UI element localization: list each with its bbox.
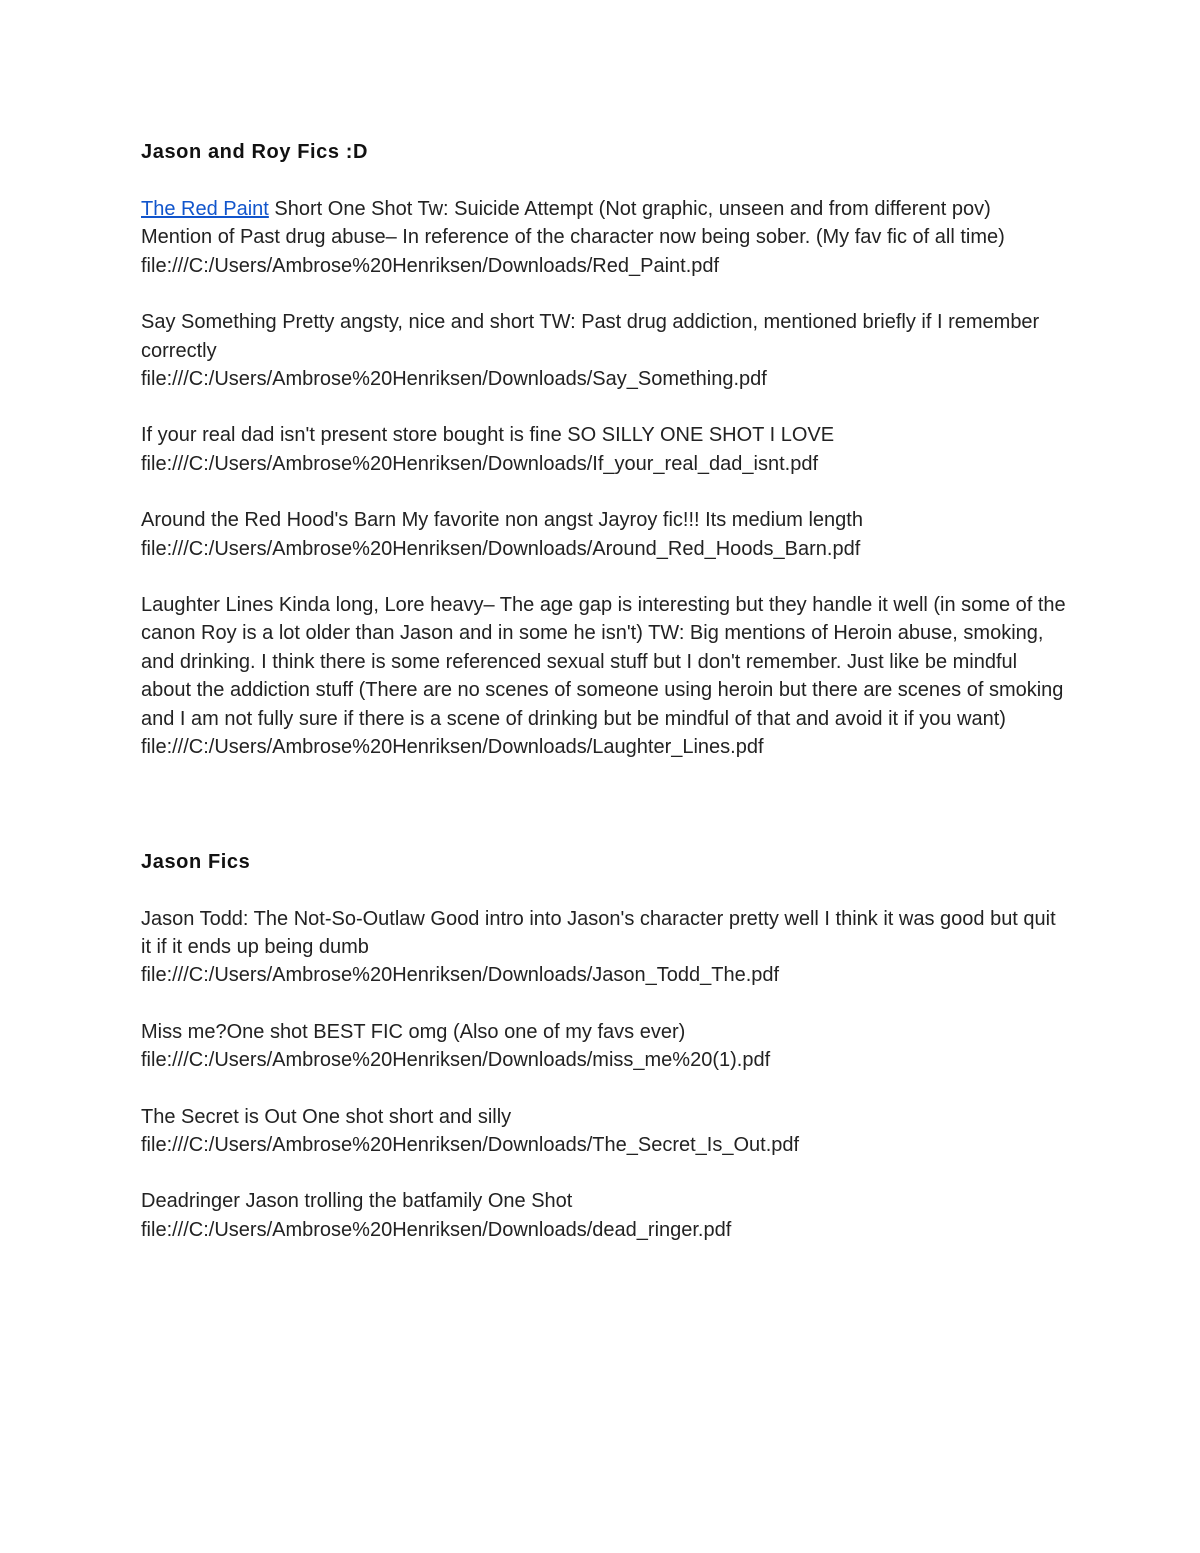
fic-file-path: file:///C:/Users/Ambrose%20Henriksen/Downloads/Laughter_Lines.pdf	[141, 736, 764, 759]
fic-entry-jason-todd-not-so-outlaw	[141, 905, 1066, 990]
section-heading-jason-and-roy: Jason and Roy Fics :D	[141, 141, 369, 163]
fic-description: One shot BEST FIC omg (Also one of my favs ever)	[226, 1020, 686, 1043]
fic-entry-laughter-lines	[141, 591, 1066, 761]
fic-title: If your real dad isn't present store bought is fine	[141, 424, 562, 447]
fic-title: Around the Red Hood's Barn	[141, 509, 397, 532]
fic-title: The Secret is Out	[141, 1105, 297, 1128]
fic-title: Deadringer	[141, 1190, 240, 1213]
fic-description: Pretty angsty, nice and short TW: Past drug addiction, mentioned briefly if I remember correctly	[141, 311, 1040, 362]
fic-entry-secret-is-out	[141, 1103, 1066, 1160]
fic-file-path: file:///C:/Users/Ambrose%20Henriksen/Downloads/miss_me%20(1).pdf	[141, 1049, 771, 1072]
fic-entry-say-something	[141, 308, 1066, 393]
fic-file-path: file:///C:/Users/Ambrose%20Henriksen/Downloads/Red_Paint.pdf	[141, 254, 720, 277]
fic-entry-miss-me	[141, 1018, 1066, 1075]
fic-file-path: file:///C:/Users/Ambrose%20Henriksen/Downloads/dead_ringer.pdf	[141, 1218, 732, 1241]
fic-title: Laughter Lines	[141, 594, 274, 617]
fic-file-path: file:///C:/Users/Ambrose%20Henriksen/Downloads/Jason_Todd_The.pdf	[141, 964, 780, 987]
fic-title: Say Something	[141, 311, 277, 334]
fic-description: SO SILLY ONE SHOT I LOVE	[561, 424, 835, 447]
fic-description: One shot short and silly	[296, 1105, 512, 1128]
fic-description: Jason trolling the batfamily One Shot	[239, 1190, 573, 1213]
fic-file-path: file:///C:/Users/Ambrose%20Henriksen/Downloads/Around_Red_Hoods_Barn.pdf	[141, 537, 861, 560]
fic-file-path: file:///C:/Users/Ambrose%20Henriksen/Downloads/Say_Something.pdf	[141, 368, 767, 391]
section-heading-jason-fics: Jason Fics	[141, 850, 251, 873]
fic-file-path: file:///C:/Users/Ambrose%20Henriksen/Downloads/The_Secret_Is_Out.pdf	[141, 1133, 800, 1156]
fic-entry-if-your-real-dad	[141, 421, 1066, 478]
fic-file-path: file:///C:/Users/Ambrose%20Henriksen/Downloads/If_your_real_dad_isnt.pdf	[141, 452, 819, 475]
fic-entry-around-red-hoods-barn	[141, 506, 1066, 563]
fic-description: My favorite non angst Jayroy fic!!! Its medium length	[396, 509, 863, 532]
fic-entry-deadringer	[141, 1187, 1066, 1244]
document-page	[141, 138, 1066, 1244]
fic-link-red-paint[interactable]: The Red Paint	[141, 198, 269, 220]
fic-title: Jason Todd: The Not-So-Outlaw	[141, 907, 425, 930]
fic-description: Good intro into Jason's character pretty well I think it was good but quit it if it ends up being dumb	[141, 907, 1056, 958]
fic-title: Miss me?	[141, 1020, 227, 1043]
fic-description: Short One Shot Tw: Suicide Attempt (Not graphic, unseen and from different pov) Mention of Past drug abuse– In reference of the character now being sober. (My fav fic of all time)	[141, 198, 1005, 249]
fic-entry-red-paint	[141, 195, 1066, 280]
fic-description: Kinda long, Lore heavy– The age gap is interesting but they handle it well (in some of the canon Roy is a lot older than Jason and in some he isn't) TW: Big mentions of Heroin abuse, smoking, and drinking. I think there is some referenced sexual stuff but I don't remember. Just like be mindful about the addiction stuff (There are no scenes of someone using heroin but there are scenes of smoking and I am not fully sure if there is a scene of drinking but be mindful of that and avoid it if you want)	[141, 594, 1066, 730]
